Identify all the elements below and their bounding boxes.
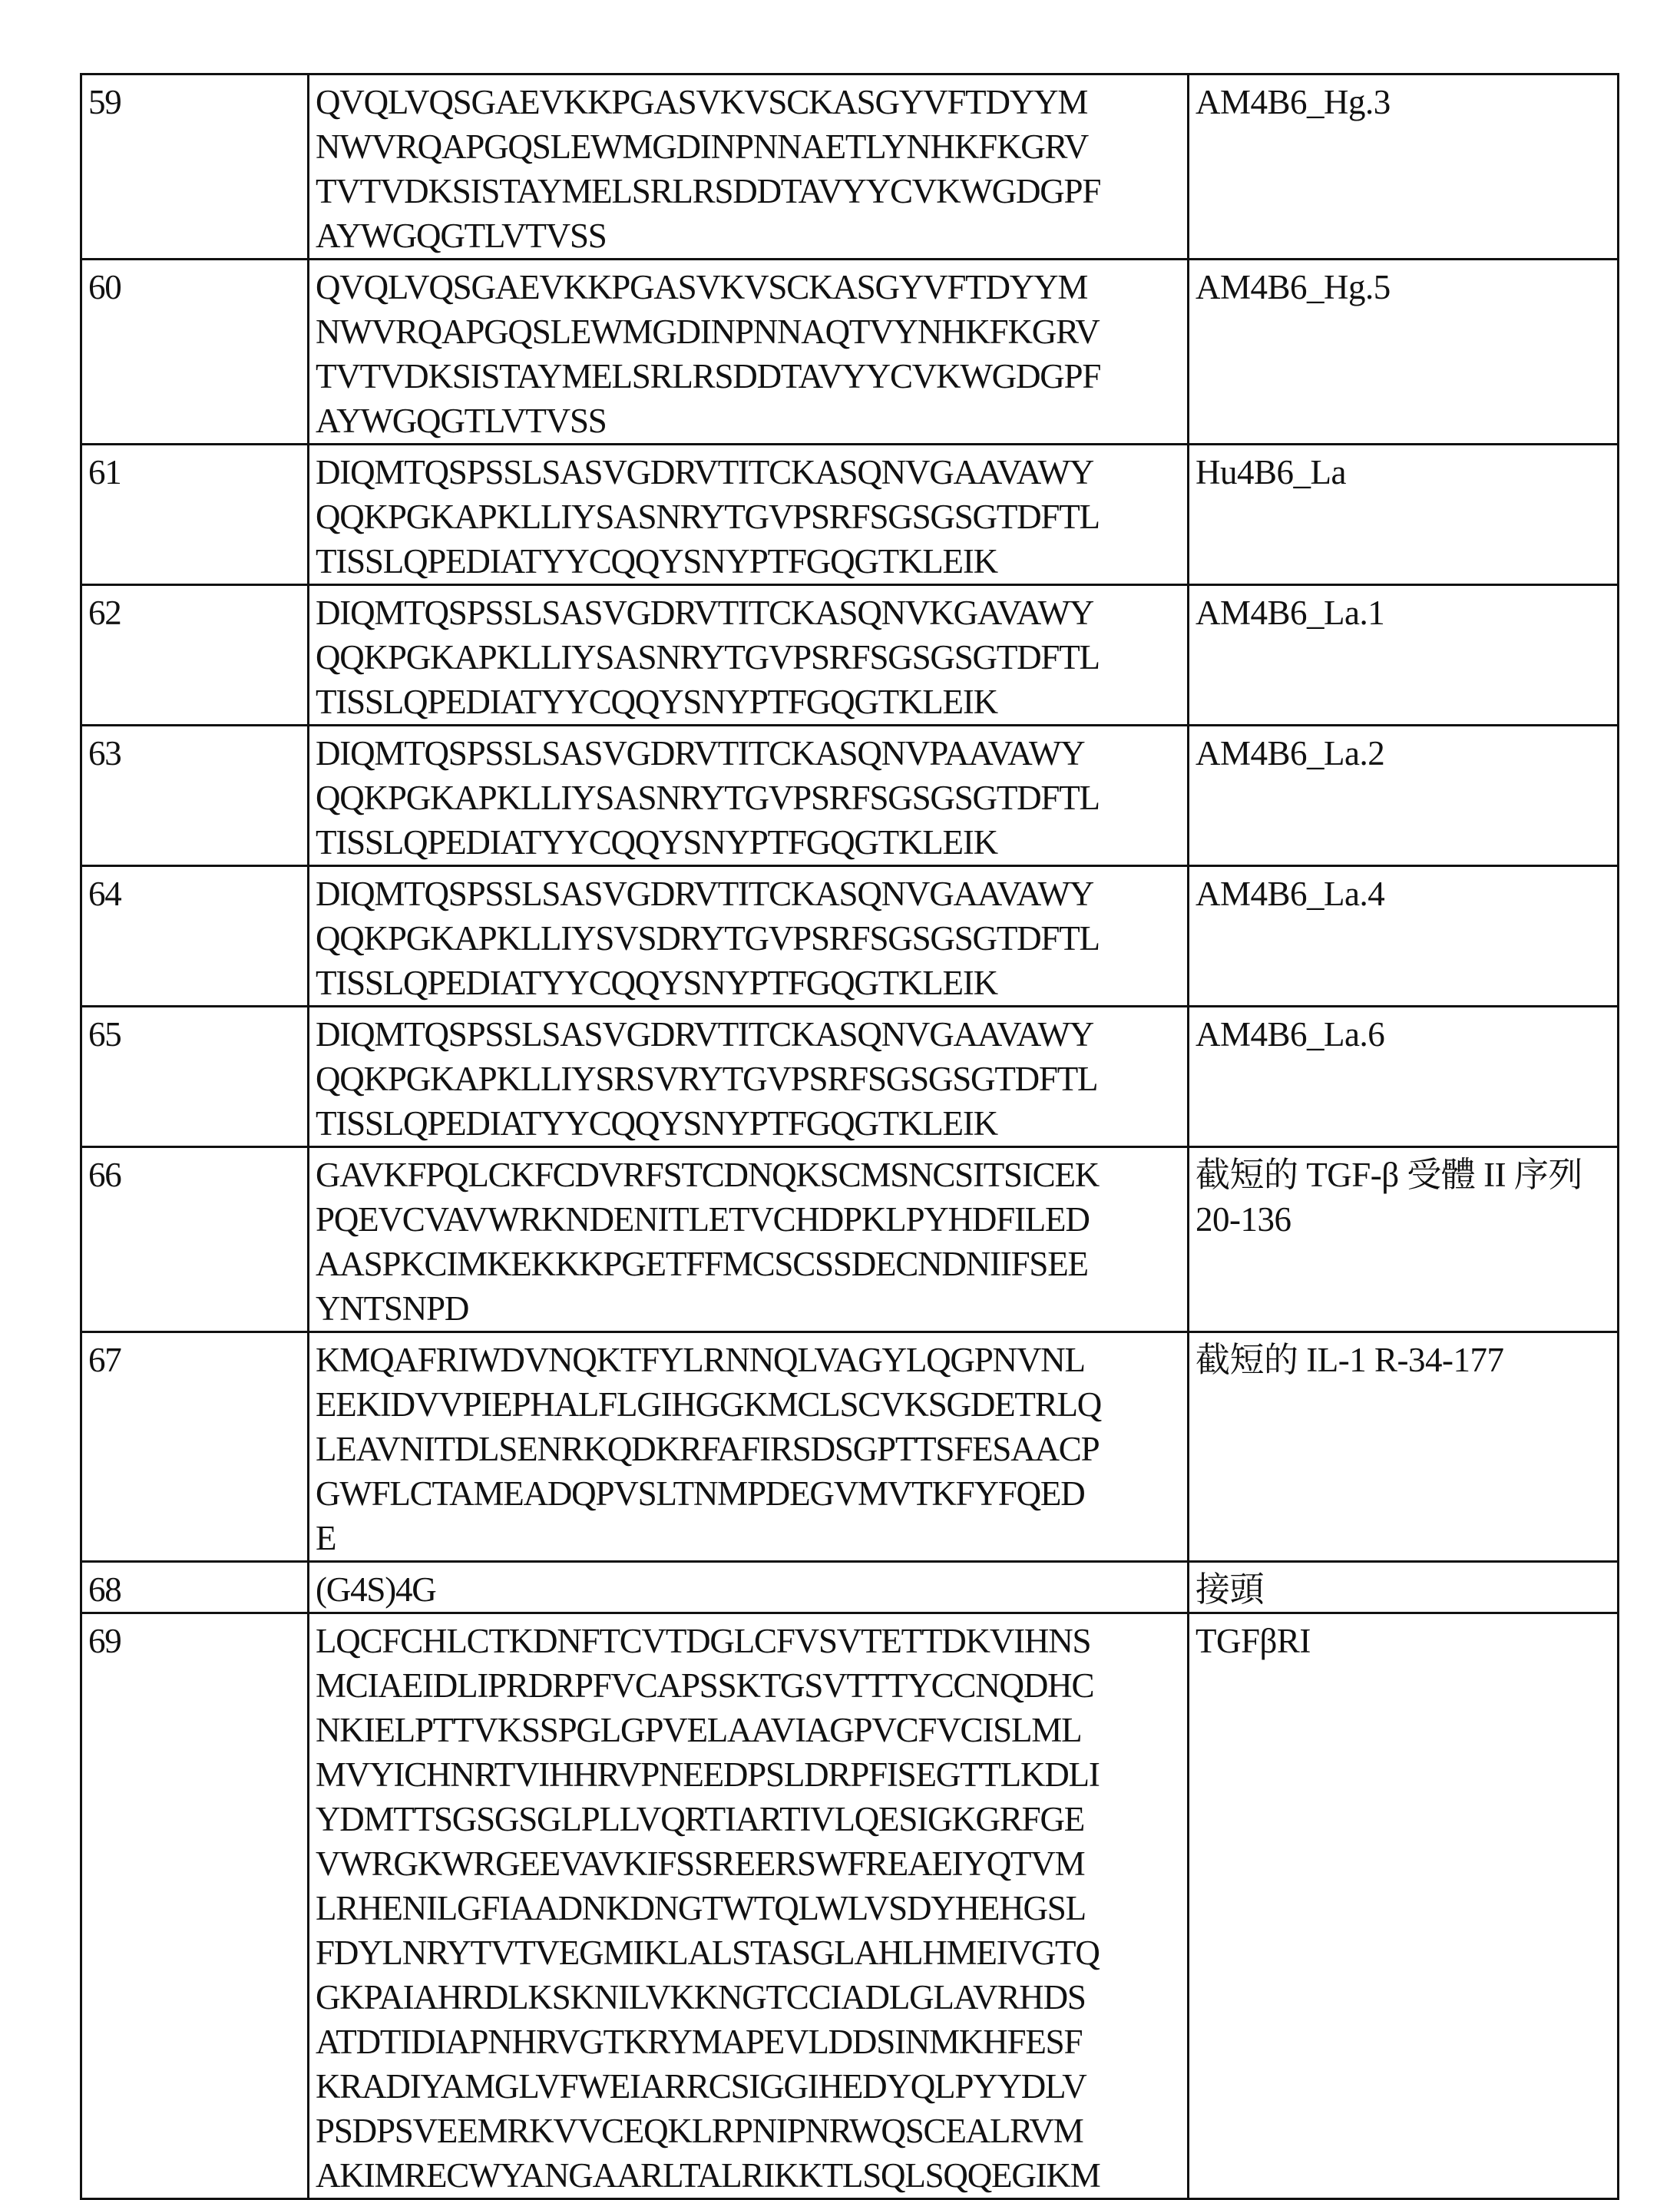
- sequence-line: TVTVDKSISTAYMELSRLRSDDTAVYYCVKWGDGPF: [316, 169, 1181, 213]
- sequence-line: EEKIDVVPIEPHALFLGIHGGKMCLSCVKSGDETRLQ: [316, 1382, 1181, 1427]
- sequence-line: QQKPGKAPKLLIYSASNRYTGVPSRFSGSGSGTDFTL: [316, 495, 1181, 539]
- description-cell: [1189, 1562, 1619, 1613]
- table-row: [81, 1613, 1619, 2199]
- sequence-line: GWFLCTAMEADQPVSLTNMPDEGVMVTKFYFQED: [316, 1471, 1181, 1516]
- table-row: [81, 866, 1619, 1007]
- seq-id-cell: 59: [81, 74, 309, 260]
- sequence-line: PSDPSVEEMRKVVCEQKLRPNIPNRWQSCEALRVM: [316, 2109, 1181, 2153]
- sequence-line: DIQMTQSPSSLSASVGDRVTITCKASQNVPAAVAWY: [316, 731, 1181, 776]
- sequence-line: ATDTIDIAPNHRVGTKRYMAPEVLDDSINMKHFESF: [316, 2020, 1181, 2064]
- description-line: 20-136: [1196, 1197, 1611, 1242]
- sequence-line: GAVKFPQLCKFCDVRFSTCDNQKSCMSNCSITSICEK: [316, 1153, 1181, 1197]
- sequence-line: AYWGQGTLVTVSS: [316, 213, 1181, 258]
- sequence-cell: [309, 585, 1189, 726]
- description-line: AM4B6_Hg.5: [1196, 265, 1611, 309]
- seq-id-cell: 69: [81, 1613, 309, 2199]
- sequence-line: QQKPGKAPKLLIYSRSVRYTGVPSRFSGSGSGTDFTL: [316, 1057, 1181, 1101]
- sequence-line: TISSLQPEDIATYYCQQYSNYPTFGQGTKLEIK: [316, 539, 1181, 584]
- sequence-line: KRADIYAMGLVFWEIARRCSIGGIHEDYQLPYYDLV: [316, 2064, 1181, 2109]
- seq-id-cell: 62: [81, 585, 309, 726]
- sequence-line: TISSLQPEDIATYYCQQYSNYPTFGQGTKLEIK: [316, 1101, 1181, 1146]
- seq-id-cell: 63: [81, 726, 309, 866]
- sequence-line: GKPAIAHRDLKSKNILVKKNGTCCIADLGLAVRHDS: [316, 1975, 1181, 2020]
- description-cell: [1189, 1332, 1619, 1562]
- table-row: [81, 1007, 1619, 1147]
- sequence-line: (G4S)4G: [316, 1567, 1181, 1612]
- sequence-cell: [309, 445, 1189, 585]
- description-line: AM4B6_La.6: [1196, 1012, 1611, 1057]
- table-row: [81, 445, 1619, 585]
- description-cell: [1189, 260, 1619, 445]
- sequence-line: DIQMTQSPSSLSASVGDRVTITCKASQNVGAAVAWY: [316, 450, 1181, 495]
- table-row: [81, 74, 1619, 260]
- description-line: 截短的 IL-1 R-34-177: [1196, 1338, 1611, 1382]
- sequence-line: TVTVDKSISTAYMELSRLRSDDTAVYYCVKWGDGPF: [316, 354, 1181, 399]
- sequence-cell: [309, 1332, 1189, 1562]
- description-line: 截短的 TGF-β 受體 II 序列: [1196, 1153, 1611, 1197]
- sequence-line: KMQAFRIWDVNQKTFYLRNNQLVAGYLQGPNVNL: [316, 1338, 1181, 1382]
- description-line: 接頭: [1196, 1567, 1611, 1612]
- description-line: TGFβRI: [1196, 1619, 1611, 1663]
- sequence-line: TISSLQPEDIATYYCQQYSNYPTFGQGTKLEIK: [316, 820, 1181, 865]
- sequence-line: LEAVNITDLSENRKQDKRFAFIRSDSGPTTSFESAACP: [316, 1427, 1181, 1471]
- sequence-table-body: [81, 74, 1619, 2199]
- description-cell: [1189, 585, 1619, 726]
- table-row: [81, 1562, 1619, 1613]
- sequence-line: MVYICHNRTVIHHRVPNEEDPSLDRPFISEGTTLKDLI: [316, 1752, 1181, 1797]
- sequence-line: TISSLQPEDIATYYCQQYSNYPTFGQGTKLEIK: [316, 680, 1181, 724]
- seq-id-cell: 61: [81, 445, 309, 585]
- sequence-line: QVQLVQSGAEVKKPGASVKVSCKASGYVFTDYYM: [316, 80, 1181, 124]
- sequence-line: MCIAEIDLIPRDRPFVCAPSSKTGSVTTTYCCNQDHC: [316, 1663, 1181, 1708]
- table-row: [81, 585, 1619, 726]
- seq-id-cell: 67: [81, 1332, 309, 1562]
- table-row: [81, 726, 1619, 866]
- sequence-table: [80, 73, 1619, 2200]
- seq-id-cell: 65: [81, 1007, 309, 1147]
- sequence-line: NWVRQAPGQSLEWMGDINPNNAQTVYNHKFKGRV: [316, 309, 1181, 354]
- sequence-line: AKIMRECWYANGAARLTALRIKKTLSQLSQQEGIKM: [316, 2153, 1181, 2198]
- sequence-line: DIQMTQSPSSLSASVGDRVTITCKASQNVKGAVAWY: [316, 591, 1181, 635]
- sequence-line: NWVRQAPGQSLEWMGDINPNNAETLYNHKFKGRV: [316, 124, 1181, 169]
- seq-id-cell: 66: [81, 1147, 309, 1332]
- sequence-line: DIQMTQSPSSLSASVGDRVTITCKASQNVGAAVAWY: [316, 1012, 1181, 1057]
- seq-id-cell: 64: [81, 866, 309, 1007]
- description-cell: [1189, 726, 1619, 866]
- table-row: [81, 260, 1619, 445]
- sequence-line: PQEVCVAVWRKNDENITLETVCHDPKLPYHDFILED: [316, 1197, 1181, 1242]
- sequence-line: LRHENILGFIAADNKDNGTWTQLWLVSDYHEHGSL: [316, 1886, 1181, 1930]
- sequence-line: LQCFCHLCTKDNFTCVTDGLCFVSVTETTDKVIHNS: [316, 1619, 1181, 1663]
- sequence-cell: [309, 866, 1189, 1007]
- sequence-line: DIQMTQSPSSLSASVGDRVTITCKASQNVGAAVAWY: [316, 872, 1181, 916]
- description-line: Hu4B6_La: [1196, 450, 1611, 495]
- sequence-line: FDYLNRYTVTVEGMIKLALSTASGLAHLHMEIVGTQ: [316, 1930, 1181, 1975]
- description-cell: [1189, 1613, 1619, 2199]
- sequence-line: QQKPGKAPKLLIYSASNRYTGVPSRFSGSGSGTDFTL: [316, 776, 1181, 820]
- sequence-cell: [309, 260, 1189, 445]
- sequence-cell: [309, 1613, 1189, 2199]
- description-line: AM4B6_La.1: [1196, 591, 1611, 635]
- sequence-line: QQKPGKAPKLLIYSASNRYTGVPSRFSGSGSGTDFTL: [316, 635, 1181, 680]
- sequence-cell: [309, 1562, 1189, 1613]
- sequence-line: AASPKCIMKEKKKPGETFFMCSCSSDECNDNIIFSEE: [316, 1242, 1181, 1286]
- sequence-cell: [309, 726, 1189, 866]
- sequence-line: VWRGKWRGEEVAVKIFSSREERSWFREAEIYQTVM: [316, 1841, 1181, 1886]
- seq-id-cell: 68: [81, 1562, 309, 1613]
- description-cell: [1189, 866, 1619, 1007]
- sequence-line: TISSLQPEDIATYYCQQYSNYPTFGQGTKLEIK: [316, 961, 1181, 1005]
- description-cell: [1189, 1007, 1619, 1147]
- seq-id-cell: 60: [81, 260, 309, 445]
- description-line: AM4B6_La.2: [1196, 731, 1611, 776]
- sequence-line: NKIELPTTVKSSPGLGPVELAAVIAGPVCFVCISLML: [316, 1708, 1181, 1752]
- description-cell: [1189, 74, 1619, 260]
- sequence-cell: [309, 1007, 1189, 1147]
- description-line: AM4B6_La.4: [1196, 872, 1611, 916]
- sequence-line: AYWGQGTLVTVSS: [316, 399, 1181, 443]
- sequence-cell: [309, 74, 1189, 260]
- sequence-line: E: [316, 1516, 1181, 1560]
- sequence-line: YDMTTSGSGSGLPLLVQRTIARTIVLQESIGKGRFGE: [316, 1797, 1181, 1841]
- sequence-line: QQKPGKAPKLLIYSVSDRYTGVPSRFSGSGSGTDFTL: [316, 916, 1181, 961]
- description-cell: [1189, 445, 1619, 585]
- table-row: [81, 1147, 1619, 1332]
- sequence-line: YNTSNPD: [316, 1286, 1181, 1331]
- sequence-line: QVQLVQSGAEVKKPGASVKVSCKASGYVFTDYYM: [316, 265, 1181, 309]
- description-cell: [1189, 1147, 1619, 1332]
- sequence-cell: [309, 1147, 1189, 1332]
- description-line: AM4B6_Hg.3: [1196, 80, 1611, 124]
- table-row: [81, 1332, 1619, 1562]
